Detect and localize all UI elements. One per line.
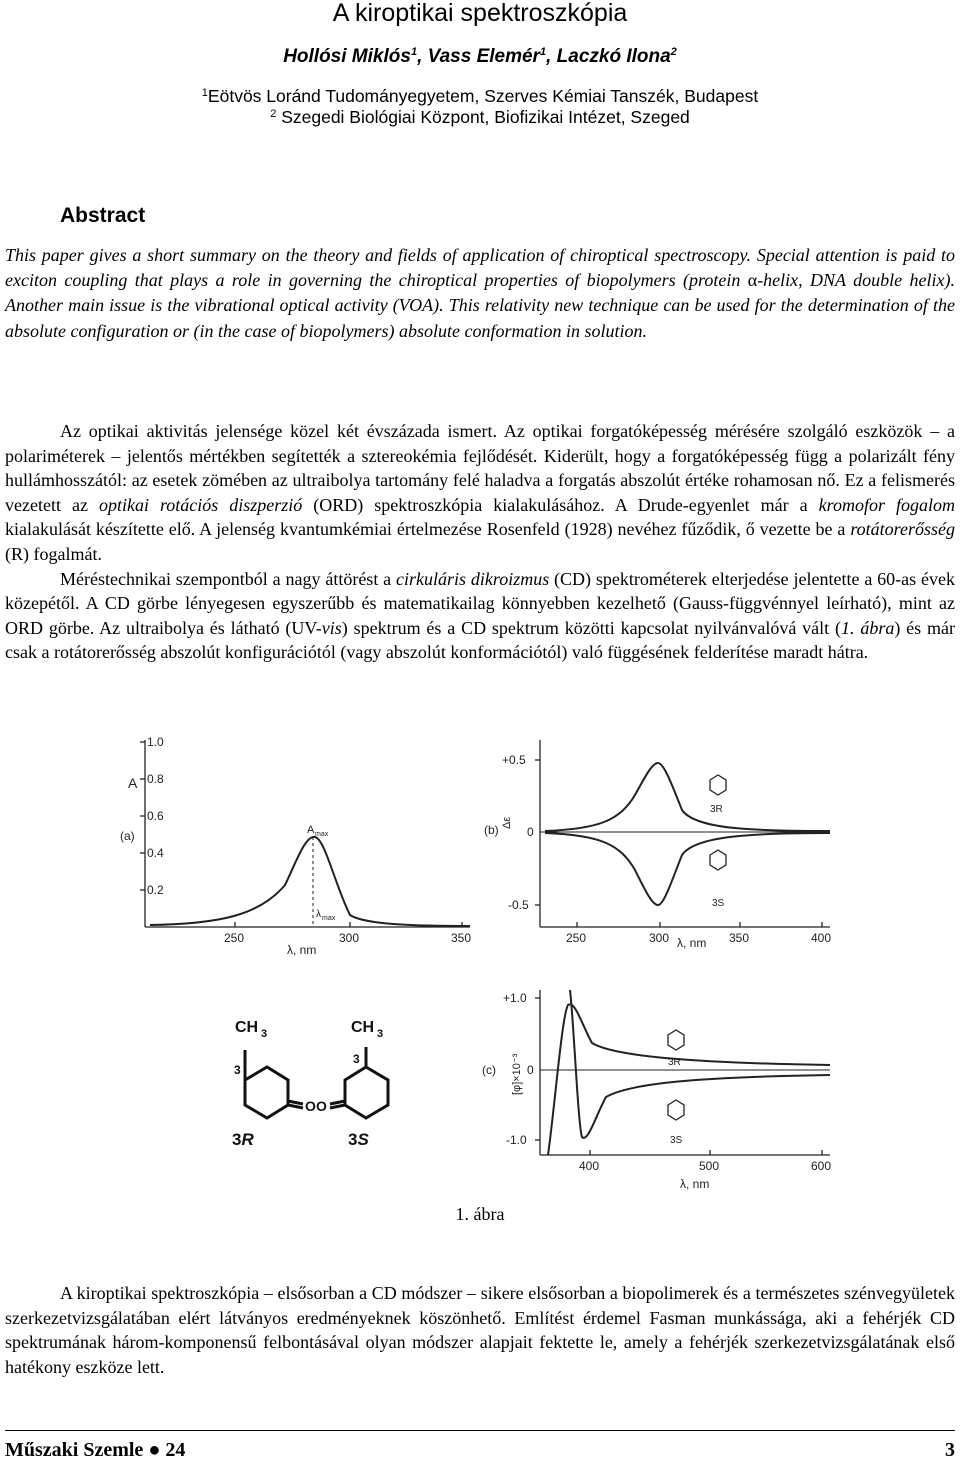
molecule-3R-methyl: CH (235, 1019, 259, 1036)
text-run: (R) fogalmát. (5, 543, 102, 564)
author-affil-mark: 1 (410, 46, 418, 58)
molecule-3S-label (348, 1130, 369, 1149)
alpha-symbol: α (747, 270, 758, 291)
panel-c-xtick: 400 (579, 1159, 600, 1173)
author-name: Vass Elemér (427, 46, 540, 67)
text-run: kialakulását készítette elő. A jelenség kvantumkémiai értelmezése Rosenfeld (1928) nevéhez fűződik, ő vezette be a (5, 519, 851, 540)
molecule-3R-label-num: 3 (232, 1130, 242, 1149)
italic-term: rotátorerősség (850, 519, 955, 540)
text-run: ) spektrum és a CD spektrum közötti kapcsolat nyilvánvalóvá vált ( (341, 617, 841, 638)
panel-a-ylabel: A (128, 775, 138, 791)
paragraph (5, 567, 955, 665)
panel-a-lambda-sub: max (322, 915, 336, 922)
paper-title: A kiroptikai spektroszkópia (332, 0, 628, 27)
issue-number: 24 (165, 1439, 186, 1461)
affiliation-2 (0, 107, 960, 128)
body-paragraph-3 (5, 1281, 955, 1379)
italic-term: cirkuláris dikroizmus (396, 568, 550, 589)
panel-a-lambda-label: λ (316, 909, 321, 920)
affiliation-text: Szegedi Biológiai Központ, Biofizikai Intézet, Szeged (281, 107, 690, 127)
paragraph: A kiroptikai spektroszkópia – elsősorban a CD módszer – sikere elsősorban a biopolimerek és a természetes szénvegyületek szerkezetvizsgálatában elért látványos eredményeknek köszönhető. Említést érdemel Fasman munkássága, aki a fehérjék CD spektrumának három-komponensű felbontásával olyan módszer alapjait fektette le, amely a fehérjék szerkezetvizsgálatának első hatékony eszköze lett. (5, 1283, 955, 1377)
panel-b-ytick: 0 (527, 825, 534, 839)
text-run: Az optikai aktivitás jelensége közel két évszázada ismert. Az optikai forgatóképesség mérésére szolgáló eszközök – a polariméterek – jelentős mértékben segítették a sztereokémia fejlődését. Kiderült, hogy a forgatóképesség függ a polarizált fény hullámhosszától: az esetek zömében az ultraibolya tartomány felé haladva a forgatás abszolút értéke rohamosan nő. Ez a felismerés vezetett az (5, 421, 955, 515)
figure-caption: 1. ábra (455, 1204, 505, 1224)
abstract-part: -helix, DNA double helix). Another main issue is the vibrational optical activity (VOA). This relativity new technique can be used for the determination of the absolute configuration or (in the case of biopolymers) absolute conformation in solution. (5, 270, 955, 341)
panel-a-ytick: 0.6 (147, 809, 164, 823)
panel-b-ytick: -0.5 (508, 898, 529, 912)
molecule-3R-oxygen: O (305, 1098, 316, 1114)
molecule-3S-label-letter: S (357, 1130, 369, 1149)
panel-c-xlabel: λ, nm (680, 1177, 710, 1191)
author-affil-mark: 1 (539, 46, 547, 58)
bullet-icon: ● (148, 1439, 161, 1461)
panel-c-xtick: 500 (699, 1159, 720, 1173)
text-run: Méréstechnikai szempontból a nagy áttörést a (60, 568, 397, 589)
page-number: 3 (945, 1439, 955, 1461)
figure-1 (0, 725, 960, 1200)
affiliation-text: Eötvös Loránd Tudományegyetem, Szerves Kémiai Tanszék, Budapest (207, 86, 759, 106)
panel-a-label: (a) (120, 829, 135, 843)
author-name: Hollósi Miklós (283, 46, 411, 67)
molecule-3S-methyl: CH (351, 1019, 375, 1036)
molecule-3S-position: 3 (353, 1052, 360, 1066)
panel-b-struct-top: 3R (710, 804, 723, 815)
author-list (0, 46, 960, 68)
panel-b-label: (b) (484, 823, 499, 837)
journal-name: Műszaki Szemle (5, 1439, 144, 1461)
molecule-3S-methyl-sub: 3 (377, 1028, 384, 1040)
panel-b-ylabel: Δε (501, 816, 513, 829)
panel-a-ytick: 0.4 (147, 846, 164, 860)
abstract-heading: Abstract (60, 204, 146, 227)
panel-b-xtick: 300 (649, 931, 670, 945)
italic-term: optikai rotációs diszperzió (98, 494, 303, 515)
italic-term: 1. ábra (841, 617, 895, 638)
panel-a-xtick: 300 (339, 931, 360, 945)
panel-a-xtick: 350 (451, 931, 472, 945)
panel-a-ytick: 0.2 (147, 883, 164, 897)
affiliation-mark: 2 (270, 108, 277, 120)
panel-c-struct-top: 3R (668, 1057, 681, 1068)
affiliation-mark: 1 (201, 87, 208, 99)
author-separator: , (546, 46, 557, 67)
molecule-3S-oxygen: O (316, 1098, 327, 1114)
panel-c-struct-bottom: 3S (670, 1135, 683, 1146)
panel-b-cd-curve-3S (545, 833, 830, 905)
molecule-3R-label-letter: R (241, 1130, 254, 1149)
panel-a-peak-sub: max (315, 831, 329, 838)
abstract-part: This paper gives a short summary on the theory and fields of application of chiroptical spectroscopy. Special attention is paid to exciton coupling that plays a role in governing the chiroptical properties of biopolymers (protein (5, 245, 955, 291)
panel-a-peak-label: A (307, 824, 315, 836)
panel-b-xtick: 400 (811, 931, 832, 945)
text-run: (CD) spektrométerek elterjedése jelentette a 60-as évek közepétől. A CD görbe lényegesen egyszerűbb és matematikailag könnyebben kezelhető (Gauss-függvénnyel leírható), mint az ORD görbe. Az ultraibolya és látható (UV- (5, 568, 955, 638)
panel-a-xlabel: λ, nm (287, 943, 317, 957)
panel-b-xtick: 350 (729, 931, 750, 945)
text-run: (ORD) spektroszkópia kialakulásához. A Drude-egyenlet már a (302, 494, 819, 515)
panel-a-ytick: 0.8 (147, 772, 164, 786)
panel-b-xlabel: λ, nm (677, 936, 707, 950)
footer-divider (5, 1430, 955, 1431)
panel-a-ytick: 1.0 (147, 735, 164, 749)
molecule-3S-label-num: 3 (348, 1130, 358, 1149)
panel-b-xtick: 250 (566, 931, 587, 945)
affiliation-1 (0, 86, 960, 107)
panel-b-cd-curve-3R (545, 763, 830, 831)
italic-term: vis (321, 617, 342, 638)
author-name: Laczkó Ilona (556, 46, 671, 67)
molecule-3R-structure (245, 1050, 303, 1118)
panel-c-ytick: +1.0 (503, 991, 527, 1005)
panel-b-ytick: +0.5 (502, 753, 526, 767)
molecule-3R-label (232, 1130, 254, 1149)
panel-c-ytick: -1.0 (506, 1133, 527, 1147)
panel-c-label: (c) (482, 1063, 496, 1077)
footer-journal (5, 1439, 185, 1462)
body-paragraphs (5, 419, 955, 665)
author-affil-mark: 2 (670, 46, 677, 58)
panel-a-xtick: 250 (224, 931, 245, 945)
italic-term: kromofor fogalom (818, 494, 955, 515)
molecule-3R-methyl-sub: 3 (261, 1028, 268, 1040)
panel-a-absorption-curve (150, 837, 470, 926)
text-run: ) és már csak a rotátorerősség abszolút konfigurációtól (vagy abszolút konformációtól) való függésének felderítése maradt hátra. (5, 617, 955, 663)
panel-c-xtick: 600 (811, 1159, 832, 1173)
abstract-text (5, 243, 955, 344)
author-separator: , (417, 46, 428, 67)
panel-b-struct-bottom: 3S (712, 898, 725, 909)
paragraph (5, 419, 955, 567)
panel-c-ytick: 0 (527, 1063, 534, 1077)
panel-c-ylabel: [φ]×10⁻³ (511, 1053, 523, 1095)
molecule-3R-position: 3 (234, 1063, 241, 1077)
